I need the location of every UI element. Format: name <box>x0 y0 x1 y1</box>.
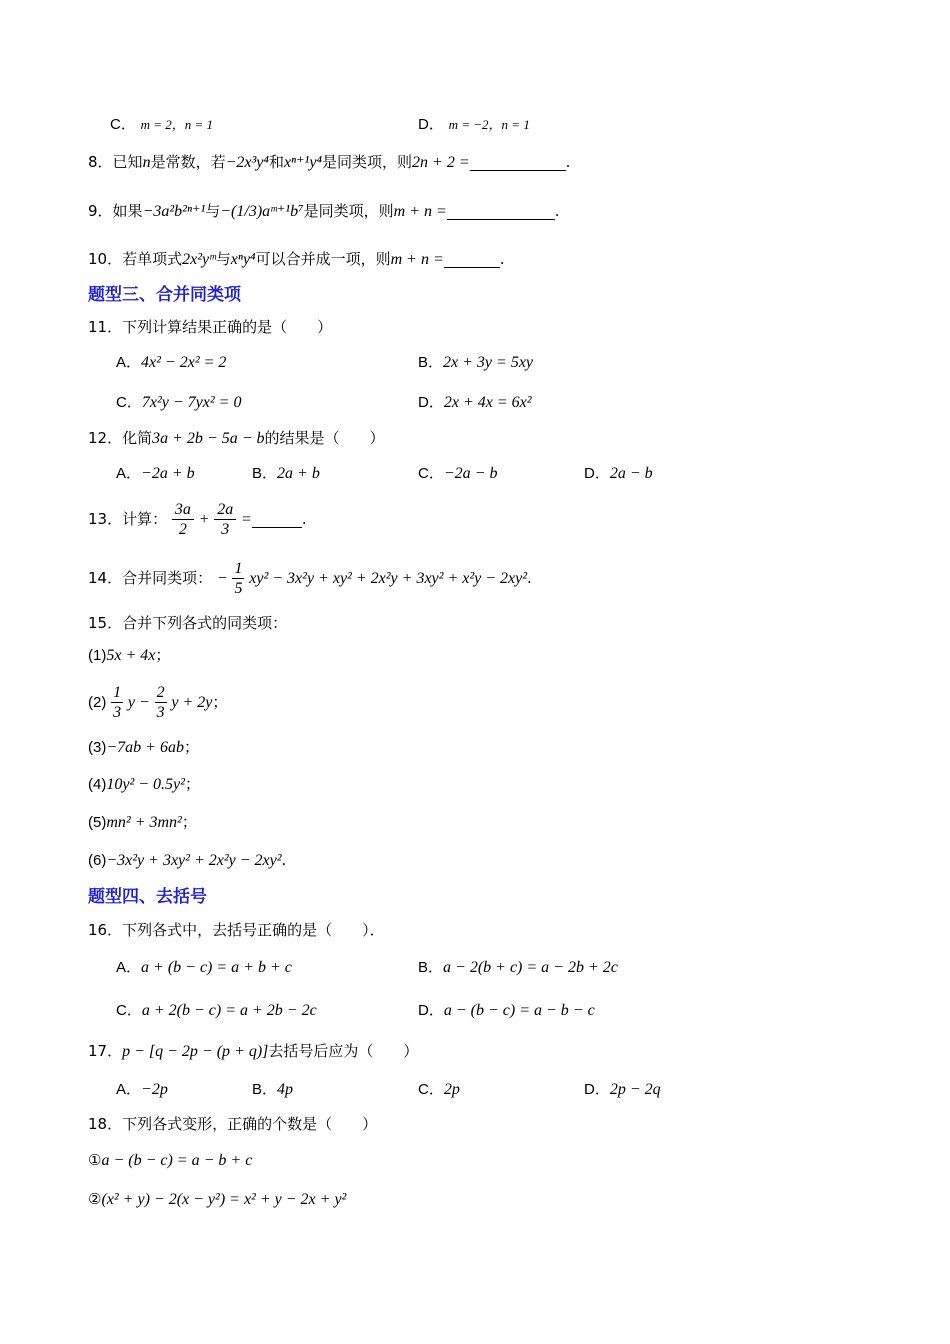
q18-item-1: ①a − (b − c) = a − b + c <box>88 1151 253 1169</box>
question-9: 9．如果−3a²b²ⁿ⁺¹与−(1/3)aᵐ⁺¹b⁷是同类项，则m + n = . <box>88 202 560 220</box>
answer-blank[interactable] <box>470 154 566 171</box>
q7-option-d-value: m = −2，n = 1 <box>448 117 530 132</box>
question-10: 10．若单项式2x²yᵐ与xⁿy⁴可以合并成一项，则m + n = . <box>88 250 505 268</box>
answer-blank[interactable] <box>252 511 302 528</box>
answer-blank[interactable] <box>447 203 555 220</box>
fraction: $\frac{2a}{3}$ <box>214 500 236 539</box>
q17-option-b[interactable]: B．4p <box>252 1081 294 1098</box>
fraction: $\frac{3a}{2}$ <box>172 500 194 539</box>
q11-option-d[interactable]: D．2x + 4x = 6x² <box>418 394 532 411</box>
question-16: 16．下列各式中，去括号正确的是（ ）． <box>88 921 385 939</box>
q17-option-a[interactable]: A．−2p <box>116 1081 168 1098</box>
q12-option-b[interactable]: B．2a + b <box>252 465 320 482</box>
section-heading-3: 题型三、合并同类项 <box>88 285 241 305</box>
q7-option-d: D． m = −2，n = 1 <box>418 116 530 133</box>
section-heading-4: 题型四、去括号 <box>88 887 207 907</box>
answer-blank[interactable] <box>444 251 500 268</box>
q7-option-c-value: m = 2，n = 1 <box>140 117 214 132</box>
q15-part-1: (1)5x + 4x； <box>88 646 171 664</box>
q12-option-a[interactable]: A．−2a + b <box>116 465 195 482</box>
q15-part-5: (5)mn² + 3mn²； <box>88 813 197 831</box>
question-17: 17．p − [q − 2p − (p + q)]去括号后应为（ ） <box>88 1042 419 1060</box>
q12-option-d[interactable]: D．2a − b <box>584 465 653 482</box>
q15-part-4: (4)10y² − 0.5y²； <box>88 775 200 793</box>
question-15: 15．合并下列各式的同类项： <box>88 614 288 632</box>
q16-option-d[interactable]: D．a − (b − c) = a − b − c <box>418 1002 595 1019</box>
q11-option-c[interactable]: C．7x²y − 7yx² = 0 <box>116 394 242 411</box>
question-18: 18．下列各式变形，正确的个数是（ ） <box>88 1115 378 1133</box>
fraction: $\frac{1}{3}$ <box>113 684 122 721</box>
question-8: 8．已知n是常数，若−2x³y⁴和xⁿ⁺¹y⁴是同类项，则2n + 2 = . <box>88 153 571 171</box>
fraction: $\frac{2}{3}$ <box>156 684 165 721</box>
q18-item-2: ②(x² + y) − 2(x − y²) = x² + y − 2x + y² <box>88 1190 347 1208</box>
q16-option-b[interactable]: B．a − 2(b + c) = a − 2b + 2c <box>418 959 618 976</box>
q15-part-6: (6)−3x²y + 3xy² + 2x²y − 2xy². <box>88 851 287 869</box>
q7-option-c: C． m = 2，n = 1 <box>110 116 214 133</box>
question-13: 13．计算： $\frac{3a}{2}$ + $\frac{2a}{3}$ = . <box>88 501 307 538</box>
q11-option-a[interactable]: A．4x² − 2x² = 2 <box>116 354 227 371</box>
q17-option-c[interactable]: C．2p <box>418 1081 460 1098</box>
q16-option-a[interactable]: A．a + (b − c) = a + b + c <box>116 959 292 976</box>
fraction: $\frac{1}{5}$ <box>234 560 243 597</box>
q12-option-c[interactable]: C．−2a − b <box>418 465 498 482</box>
q15-part-2: (2) $\frac{1}{3}$ y − $\frac{2}{3}$ y + 2y； <box>88 684 228 721</box>
question-12: 12．化简3a + 2b − 5a − b的结果是（ ） <box>88 429 385 447</box>
q17-option-d[interactable]: D．2p − 2q <box>584 1081 661 1098</box>
question-14: 14．合并同类项： − $\frac{1}{5}$ xy² − 3x²y + xy² + 2x²y + 3xy² + x²y − 2xy². <box>88 560 532 597</box>
q11-option-b[interactable]: B．2x + 3y = 5xy <box>418 354 534 371</box>
q15-part-3: (3)−7ab + 6ab； <box>88 738 199 756</box>
q16-option-c[interactable]: C．a + 2(b − c) = a + 2b − 2c <box>116 1002 317 1019</box>
question-11: 11．下列计算结果正确的是（ ） <box>88 318 333 336</box>
